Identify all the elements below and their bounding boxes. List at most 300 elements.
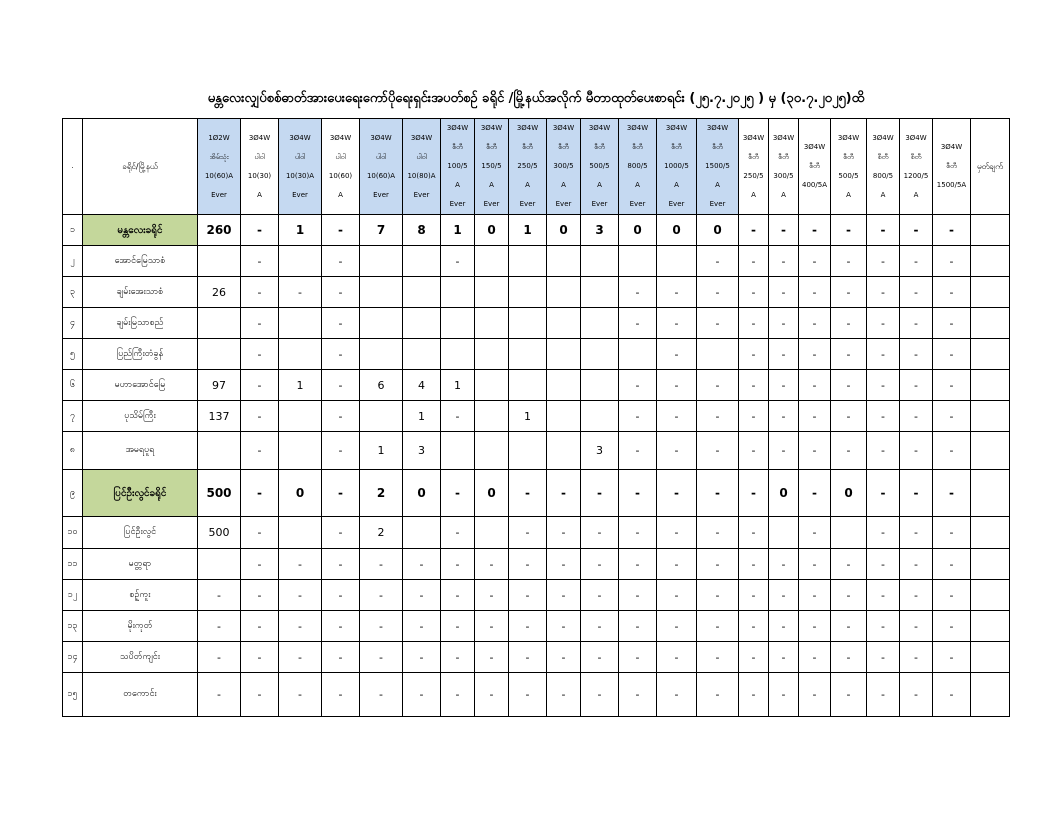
meter-count-cell: -: [241, 470, 279, 517]
meter-count-cell: -: [657, 611, 697, 642]
row-number: ၁၃: [63, 611, 83, 642]
township-name: ချမ်းအေးသာစံ: [83, 277, 198, 308]
header-line: စီတီ: [522, 143, 533, 151]
meter-count-cell: [279, 432, 322, 470]
township-name: အောင်မြေသာစံ: [83, 246, 198, 277]
meter-count-cell: [475, 339, 509, 370]
header-meter-type: [831, 119, 867, 215]
meter-count-cell: -: [697, 246, 739, 277]
meter-count-cell: -: [867, 549, 900, 580]
meter-count-cell: 0: [475, 215, 509, 246]
meter-count-cell: -: [619, 549, 657, 580]
township-name: တကောင်း: [83, 673, 198, 717]
header-line: စီတီ: [712, 143, 723, 151]
meter-count-cell: [475, 517, 509, 549]
row-number: ၂: [63, 246, 83, 277]
meter-count-cell: -: [619, 401, 657, 432]
meter-count-cell: -: [900, 246, 933, 277]
meter-count-cell: -: [619, 611, 657, 642]
meter-count-cell: -: [581, 642, 619, 673]
meter-count-cell: [198, 549, 241, 580]
row-number: ၁၁: [63, 549, 83, 580]
meter-count-cell: [509, 277, 547, 308]
header-line: A: [257, 190, 262, 199]
meter-count-cell: -: [441, 470, 475, 517]
district-total-row: [63, 215, 1010, 246]
header-line: ပါဝါ: [416, 152, 427, 161]
table-row: [63, 308, 1010, 339]
meter-count-cell: [547, 401, 581, 432]
header-line: စီတီ: [632, 143, 643, 151]
meter-count-cell: -: [241, 611, 279, 642]
header-line: 3Ø4W: [329, 133, 352, 142]
meter-count-cell: -: [799, 470, 831, 517]
meter-count-cell: -: [657, 580, 697, 611]
meter-count-cell: -: [509, 549, 547, 580]
meter-count-cell: -: [279, 549, 322, 580]
meter-count-cell: 0: [279, 470, 322, 517]
meter-count-cell: -: [831, 580, 867, 611]
meter-count-cell: 1: [360, 432, 403, 470]
meter-count-cell: -: [900, 370, 933, 401]
header-line: 150/5: [481, 162, 502, 170]
meter-count-cell: -: [697, 277, 739, 308]
header-meter-type: [619, 119, 657, 215]
meter-count-cell: 3: [403, 432, 441, 470]
header-line: စီတီ: [946, 162, 957, 170]
table-row: [63, 370, 1010, 401]
meter-count-cell: -: [799, 517, 831, 549]
meter-count-cell: -: [697, 470, 739, 517]
meter-count-cell: -: [509, 642, 547, 673]
header-line: Ever: [413, 190, 430, 199]
header-line: ပါဝါ: [294, 152, 306, 161]
meter-count-cell: -: [799, 246, 831, 277]
meter-count-cell: -: [403, 642, 441, 673]
remark-cell: [971, 370, 1010, 401]
meter-count-cell: 2: [360, 517, 403, 549]
meter-count-cell: -: [657, 642, 697, 673]
meter-count-cell: -: [360, 580, 403, 611]
meter-count-cell: -: [279, 277, 322, 308]
meter-count-cell: -: [867, 246, 900, 277]
meter-count-cell: -: [657, 370, 697, 401]
meter-count-cell: -: [657, 549, 697, 580]
row-number: ၁၀: [63, 517, 83, 549]
meter-count-cell: [475, 370, 509, 401]
meter-count-cell: [360, 246, 403, 277]
header-meter-type: [769, 119, 799, 215]
header-line: A: [525, 181, 530, 189]
meter-count-cell: -: [900, 215, 933, 246]
meter-count-cell: -: [769, 370, 799, 401]
meter-count-cell: 97: [198, 370, 241, 401]
header-line: Ever: [668, 200, 685, 208]
meter-count-cell: [198, 246, 241, 277]
meter-count-cell: -: [241, 370, 279, 401]
meter-count-cell: -: [867, 673, 900, 717]
header-line: A: [489, 181, 494, 189]
meter-count-cell: -: [441, 611, 475, 642]
meter-count-cell: [581, 246, 619, 277]
header-line: 800/5: [627, 162, 648, 170]
header-line: Ever: [709, 200, 726, 208]
meter-count-cell: -: [799, 215, 831, 246]
header-line: 500/5: [838, 171, 859, 180]
meter-count-cell: -: [360, 611, 403, 642]
meter-count-cell: -: [547, 517, 581, 549]
meter-count-cell: -: [547, 611, 581, 642]
remark-cell: [971, 580, 1010, 611]
meter-count-cell: [547, 432, 581, 470]
remark-cell: [971, 339, 1010, 370]
meter-count-cell: -: [799, 642, 831, 673]
meter-count-cell: -: [933, 432, 971, 470]
header-line: 3Ø4W: [665, 124, 688, 132]
meter-count-cell: [360, 277, 403, 308]
meter-count-cell: 6: [360, 370, 403, 401]
meter-count-cell: [475, 432, 509, 470]
header-line: A: [455, 181, 460, 189]
meter-count-cell: 137: [198, 401, 241, 432]
meter-count-cell: -: [739, 432, 769, 470]
meter-count-cell: -: [657, 517, 697, 549]
remark-cell: [971, 549, 1010, 580]
meter-count-cell: 500: [198, 470, 241, 517]
meter-count-cell: -: [933, 401, 971, 432]
meter-count-cell: -: [697, 432, 739, 470]
header-line: 10(60): [328, 171, 353, 180]
meter-count-cell: -: [441, 673, 475, 717]
meter-count-cell: -: [739, 277, 769, 308]
header-row: [63, 119, 1010, 215]
table-row: [63, 432, 1010, 470]
header-line: 400/5A: [802, 181, 827, 189]
meter-count-cell: -: [769, 432, 799, 470]
remark-cell: [971, 215, 1010, 246]
meter-count-cell: -: [867, 642, 900, 673]
meter-count-cell: -: [867, 215, 900, 246]
meter-count-cell: 1: [403, 401, 441, 432]
row-number: ၇: [63, 401, 83, 432]
meter-count-cell: -: [619, 277, 657, 308]
header-line: စီတီ: [594, 143, 605, 151]
meter-count-cell: -: [831, 277, 867, 308]
meter-count-cell: -: [739, 611, 769, 642]
meter-count-cell: -: [509, 611, 547, 642]
header-line: 3Ø4W: [588, 124, 611, 132]
meter-count-cell: -: [769, 673, 799, 717]
meter-count-cell: 0: [619, 215, 657, 246]
header-line: စီတီ: [671, 143, 682, 151]
meter-count-cell: [547, 277, 581, 308]
meter-count-cell: [581, 339, 619, 370]
meter-count-cell: -: [657, 339, 697, 370]
table-row: [63, 642, 1010, 673]
meter-count-cell: -: [769, 401, 799, 432]
meter-count-cell: -: [279, 611, 322, 642]
header-line: 3Ø4W: [289, 133, 311, 142]
meter-count-cell: -: [933, 549, 971, 580]
header-line: 1Ø2W: [208, 133, 230, 142]
township-name: မိုးကုတ်: [83, 611, 198, 642]
meter-count-cell: [547, 308, 581, 339]
meter-count-cell: -: [867, 580, 900, 611]
meter-count-cell: -: [900, 642, 933, 673]
meter-count-cell: -: [619, 673, 657, 717]
header-line: A: [635, 181, 640, 189]
meter-count-cell: -: [475, 549, 509, 580]
meter-count-cell: -: [739, 517, 769, 549]
header-meter-type: [279, 119, 322, 215]
district-name: ပြင်ဦးလွင်ခရိုင်: [83, 470, 198, 517]
header-line: 10(30)A: [285, 171, 315, 180]
meter-count-cell: -: [198, 611, 241, 642]
meter-count-cell: [619, 246, 657, 277]
meter-count-cell: [509, 308, 547, 339]
header-meter-type: [867, 119, 900, 215]
header-line: 800/5: [872, 171, 894, 180]
meter-count-cell: 8: [403, 215, 441, 246]
header-remark: မှတ်ချက်: [971, 119, 1010, 215]
meter-count-cell: -: [769, 246, 799, 277]
meter-count-cell: -: [322, 470, 360, 517]
meter-count-cell: -: [799, 580, 831, 611]
meter-count-cell: -: [769, 339, 799, 370]
meter-count-cell: -: [900, 517, 933, 549]
meter-count-cell: -: [657, 401, 697, 432]
header-line: 3Ø4W: [837, 133, 860, 142]
header-line: Ever: [449, 200, 466, 208]
meter-count-cell: -: [322, 277, 360, 308]
header-line: အိမ်သုံး: [209, 152, 229, 161]
township-name: မတ္တရာ: [83, 549, 198, 580]
header-meter-type: [657, 119, 697, 215]
header-meter-type: [739, 119, 769, 215]
row-number: ၁၄: [63, 642, 83, 673]
header-line: A: [715, 181, 720, 189]
meter-count-cell: -: [933, 215, 971, 246]
header-line: Ever: [629, 200, 646, 208]
meter-count-cell: [509, 246, 547, 277]
meter-count-cell: -: [933, 580, 971, 611]
header-line: 10(60)A: [366, 171, 396, 180]
header-line: စီတီ: [778, 152, 789, 161]
header-line: 100/5: [447, 162, 468, 170]
row-number: ၄: [63, 308, 83, 339]
meter-count-cell: -: [619, 642, 657, 673]
header-line: 3Ø4W: [410, 133, 433, 142]
remark-cell: [971, 673, 1010, 717]
header-line: 3Ø4W: [772, 133, 795, 142]
table-body: [63, 215, 1010, 717]
meter-count-cell: -: [739, 401, 769, 432]
meter-count-cell: -: [403, 580, 441, 611]
meter-count-cell: 2: [360, 470, 403, 517]
header-line: ပါဝါ: [254, 152, 265, 161]
row-number: ၉: [63, 470, 83, 517]
table-row: [63, 277, 1010, 308]
meter-count-cell: -: [241, 673, 279, 717]
meter-count-cell: [198, 308, 241, 339]
header-line: 10(60)A: [204, 171, 234, 180]
meter-count-cell: -: [799, 611, 831, 642]
meter-count-cell: -: [900, 339, 933, 370]
meter-count-cell: -: [241, 549, 279, 580]
header-meter-type: [547, 119, 581, 215]
meter-count-cell: -: [933, 673, 971, 717]
row-number: ၁၂: [63, 580, 83, 611]
table-row: [63, 517, 1010, 549]
township-name: ချမ်းမြသာစည်: [83, 308, 198, 339]
meter-count-cell: [475, 277, 509, 308]
meter-count-cell: -: [867, 517, 900, 549]
meter-count-cell: [697, 339, 739, 370]
township-name: ပြည်ကြီးတံခွန်: [83, 339, 198, 370]
meter-count-cell: -: [241, 642, 279, 673]
meter-count-cell: -: [900, 549, 933, 580]
header-line: 3Ø4W: [706, 124, 729, 132]
meter-count-cell: [475, 308, 509, 339]
meter-count-cell: -: [509, 673, 547, 717]
header-meter-type: [900, 119, 933, 215]
meter-count-cell: 0: [831, 470, 867, 517]
meter-count-cell: -: [867, 432, 900, 470]
remark-cell: [971, 642, 1010, 673]
meter-count-cell: 26: [198, 277, 241, 308]
meter-count-cell: -: [619, 432, 657, 470]
meter-count-cell: -: [739, 246, 769, 277]
meter-count-cell: [547, 246, 581, 277]
remark-cell: [971, 246, 1010, 277]
meter-count-cell: -: [799, 339, 831, 370]
header-no: .: [63, 119, 83, 215]
meter-count-cell: -: [900, 277, 933, 308]
meter-count-cell: 1: [441, 370, 475, 401]
meter-count-cell: 500: [198, 517, 241, 549]
meter-count-cell: -: [475, 642, 509, 673]
meter-count-cell: 3: [581, 215, 619, 246]
header-meter-type: [241, 119, 279, 215]
table-row: [63, 673, 1010, 717]
meter-count-cell: -: [697, 673, 739, 717]
meter-count-cell: -: [322, 401, 360, 432]
header-meter-type: [441, 119, 475, 215]
meter-count-cell: -: [322, 339, 360, 370]
meter-count-cell: [279, 246, 322, 277]
meter-count-cell: -: [403, 673, 441, 717]
meter-count-cell: -: [322, 642, 360, 673]
meter-count-cell: [831, 517, 867, 549]
header-line: A: [561, 181, 566, 189]
meter-count-cell: -: [657, 308, 697, 339]
header-line: 250/5: [743, 171, 764, 180]
meter-count-cell: -: [198, 580, 241, 611]
report-title: မန္တလေးလျှပ်စစ်ဓာတ်အားပေးရေးကော်ပိုရေးရှင်းအပတ်စဉ် ခရိုင် /မြို့နယ်အလိုက် မီတာထုတ်ပေးစာရင်း (၂၅.၇.၂၀၂၅ ) မှ (၃၀.၇.၂၀၂၅)ထိ: [207, 91, 865, 106]
meter-count-cell: [581, 277, 619, 308]
meter-count-cell: -: [657, 277, 697, 308]
header-line: စီတီ: [843, 152, 854, 161]
table-row: [63, 246, 1010, 277]
meter-count-cell: -: [198, 642, 241, 673]
meter-count-cell: 3: [581, 432, 619, 470]
header-line: 3Ø4W: [370, 133, 392, 142]
meter-count-cell: -: [697, 517, 739, 549]
table-row: [63, 611, 1010, 642]
district-name: မန္တလေးခရိုင်: [83, 215, 198, 246]
header-meter-type: [933, 119, 971, 215]
meter-count-cell: -: [241, 432, 279, 470]
meter-count-cell: [769, 517, 799, 549]
row-number: ၆: [63, 370, 83, 401]
meter-count-cell: [581, 308, 619, 339]
meter-count-cell: [619, 339, 657, 370]
meter-count-cell: 0: [657, 215, 697, 246]
meter-count-cell: -: [933, 370, 971, 401]
remark-cell: [971, 470, 1010, 517]
meter-count-cell: -: [619, 370, 657, 401]
meter-count-cell: -: [831, 308, 867, 339]
meter-count-cell: -: [933, 246, 971, 277]
meter-count-cell: [657, 246, 697, 277]
meter-count-cell: -: [867, 277, 900, 308]
meter-count-cell: -: [657, 673, 697, 717]
meter-count-cell: -: [831, 642, 867, 673]
meter-count-cell: -: [697, 580, 739, 611]
meter-count-cell: 0: [547, 215, 581, 246]
meter-count-cell: -: [241, 339, 279, 370]
meter-count-cell: [198, 432, 241, 470]
meter-count-cell: -: [867, 339, 900, 370]
meter-count-cell: 0: [475, 470, 509, 517]
header-line: Ever: [483, 200, 500, 208]
meter-count-cell: 4: [403, 370, 441, 401]
meter-count-cell: [403, 277, 441, 308]
meter-count-cell: -: [322, 432, 360, 470]
header-line: 300/5: [773, 171, 794, 180]
meter-count-cell: -: [581, 470, 619, 517]
meter-count-cell: -: [581, 549, 619, 580]
meter-count-cell: -: [241, 401, 279, 432]
meter-count-cell: [441, 308, 475, 339]
meter-count-cell: -: [739, 470, 769, 517]
meter-count-cell: -: [867, 611, 900, 642]
meter-count-cell: -: [900, 580, 933, 611]
meter-count-cell: -: [867, 370, 900, 401]
meter-count-cell: -: [441, 549, 475, 580]
meter-count-cell: -: [769, 308, 799, 339]
header-meter-type: [403, 119, 441, 215]
meter-count-cell: 1: [509, 215, 547, 246]
header-line: 3Ø4W: [552, 124, 575, 132]
meter-count-cell: -: [547, 673, 581, 717]
remark-cell: [971, 611, 1010, 642]
header-line: A: [880, 190, 886, 199]
meter-count-cell: -: [441, 401, 475, 432]
header-line: 3Ø4W: [480, 124, 503, 132]
meter-count-cell: -: [581, 580, 619, 611]
meter-count-cell: -: [697, 370, 739, 401]
meter-count-cell: -: [867, 470, 900, 517]
meter-count-cell: [403, 308, 441, 339]
meter-count-cell: -: [799, 432, 831, 470]
meter-count-cell: -: [799, 549, 831, 580]
meter-count-cell: -: [739, 370, 769, 401]
meter-count-cell: -: [657, 432, 697, 470]
header-line: 3Ø4W: [940, 143, 963, 151]
remark-cell: [971, 277, 1010, 308]
meter-count-cell: -: [441, 642, 475, 673]
